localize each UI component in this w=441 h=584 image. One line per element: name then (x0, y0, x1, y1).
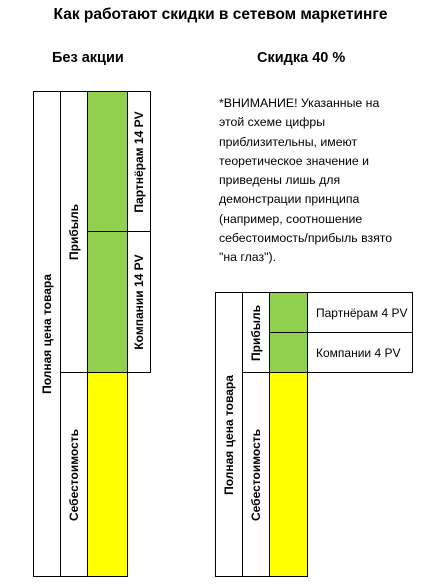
left-cost-label: Себестоимость (67, 428, 81, 521)
right-cost-label: Себестоимость (249, 428, 263, 521)
right-full-price-column (215, 292, 243, 577)
left-company-label: Компании 14 PV (132, 254, 146, 350)
right-partners-bar (269, 292, 308, 333)
left-full-price-column (33, 91, 61, 577)
left-full-price-label: Полная цена товара (40, 274, 54, 394)
right-company-bar (269, 332, 308, 373)
right-cost-bar (269, 372, 308, 577)
right-profit-label: Прибыль (249, 304, 263, 361)
right-partners-cell (307, 292, 413, 333)
left-cost-column (60, 372, 88, 577)
right-company-cell (307, 332, 413, 373)
right-cost-column (242, 372, 270, 577)
left-cost-bar (87, 372, 128, 577)
right-full-price-label: Полная цена товара (222, 374, 236, 495)
left-profit-column (60, 91, 88, 373)
page-title: Как работают скидки в сетевом маркетинге (53, 6, 388, 23)
right-heading: Скидка 40 % (257, 50, 346, 66)
left-company-bar (87, 231, 128, 373)
left-heading: Без акции (52, 50, 124, 66)
left-profit-label: Прибыль (67, 204, 81, 260)
left-partners-cell (127, 91, 151, 232)
left-partners-label: Партнёрам 14 PV (132, 110, 146, 213)
left-partners-bar (87, 91, 128, 232)
left-company-cell (127, 231, 151, 373)
right-partners-label: Партнёрам 4 PV (316, 305, 408, 320)
disclaimer-note: *ВНИМАНИЕ! Указанные на этой схеме цифры приблизительны, имеют теоретическое значение и приведены лишь для демонстрации принципа (например, соотношение себестоимость/прибыль взято "на глаз"). (219, 96, 393, 265)
right-company-label: Компании 4 PV (316, 345, 401, 360)
right-profit-column (242, 292, 270, 373)
